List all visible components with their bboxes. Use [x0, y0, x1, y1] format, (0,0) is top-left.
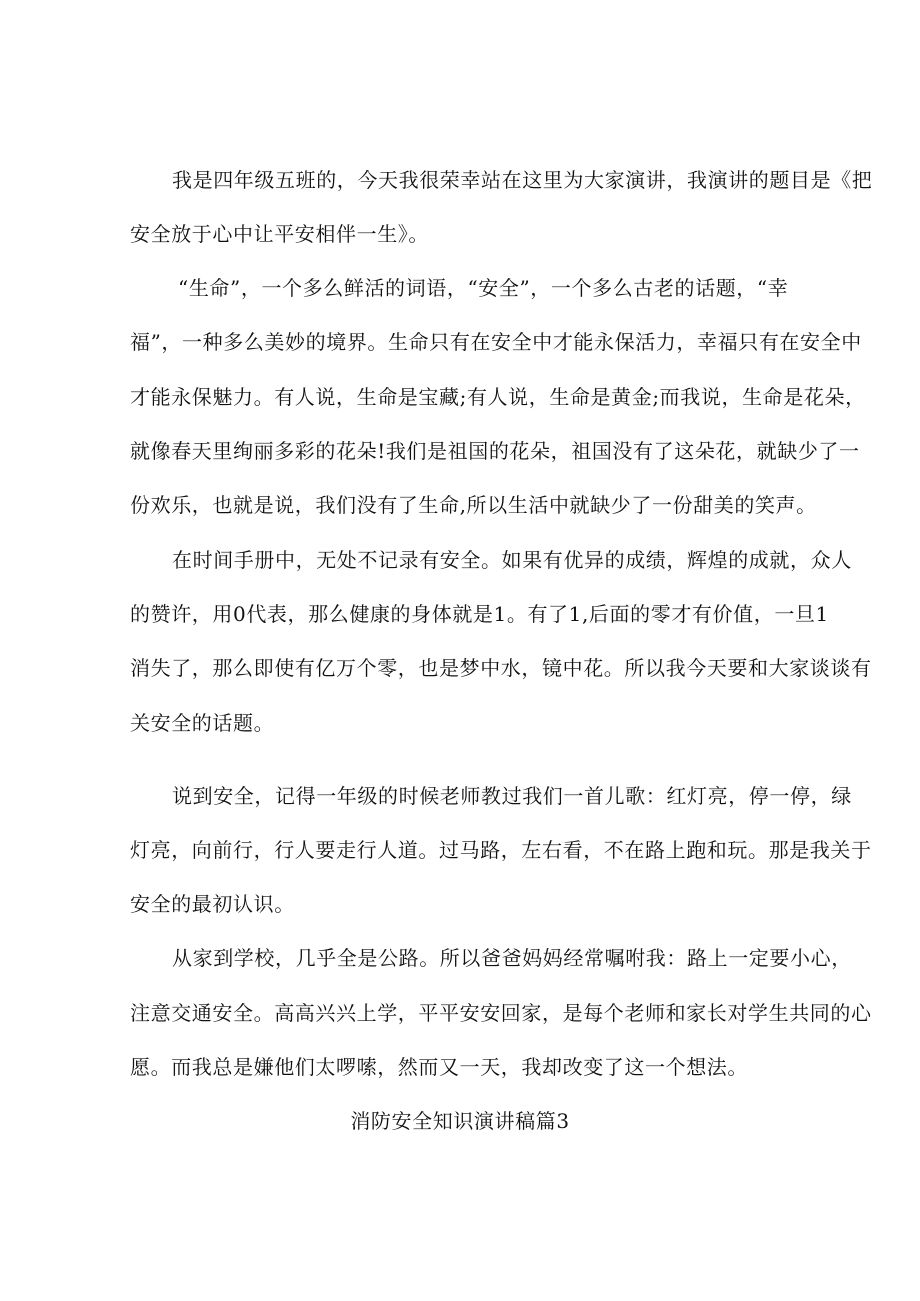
- text-line: 福”，一种多么美妙的境界。生命只有在安全中才能永保活力，幸福只有在安全中: [130, 330, 862, 354]
- text-line: 才能永保魅力。有人说，生命是宝藏;有人说，生命是黄金;而我说，生命是花朵，: [130, 385, 866, 409]
- text-line: 灯亮，向前行，行人要走行人道。过马路，左右看，不在路上跑和玩。那是我关于: [130, 838, 872, 862]
- text-line: 注意交通安全。高高兴兴上学，平平安安回家，是每个老师和家长对学生共同的心: [130, 1001, 872, 1025]
- text-line: 消失了，那么即使有亿万个零，也是梦中水，镜中花。所以我今天要和大家谈谈有: [130, 656, 872, 680]
- section-heading: 消防安全知识演讲稿篇3: [350, 1109, 570, 1133]
- text-line: 安全放于心中让平安相伴一生》。: [130, 222, 429, 246]
- text-line: 从家到学校，几乎全是公路。所以爸爸妈妈经常嘱咐我：路上一定要小心，: [172, 946, 852, 970]
- text-line: 份欢乐，也就是说，我们没有了生命,所以生活中就缺少了一份甜美的笑声。: [130, 493, 817, 517]
- text-line: 就像春天里绚丽多彩的花朵!我们是祖国的花朵，祖国没有了这朵花，就缺少了一: [130, 439, 860, 463]
- text-line: 说到安全，记得一年级的时候老师教过我们一首儿歌：红灯亮，停一停，绿: [172, 784, 852, 808]
- text-line: 的赞许，用0代表，那么健康的身体就是1。有了1,后面的零才有价值，一旦1: [130, 602, 829, 626]
- text-line: 在时间手册中，无处不记录有安全。如果有优异的成绩，辉煌的成就，众人: [172, 548, 852, 572]
- text-line: “生命”，一个多么鲜活的词语，“安全”，一个多么古老的话题，“幸: [178, 276, 789, 300]
- text-line: 安全的最初认识。: [130, 892, 295, 916]
- text-line: 我是四年级五班的，今天我很荣幸站在这里为大家演讲，我演讲的题目是《把: [172, 168, 873, 192]
- text-line: 关安全的话题。: [130, 711, 275, 735]
- text-line: 愿。而我总是嫌他们太啰嗦，然而又一天，我却改变了这一个想法。: [130, 1055, 748, 1079]
